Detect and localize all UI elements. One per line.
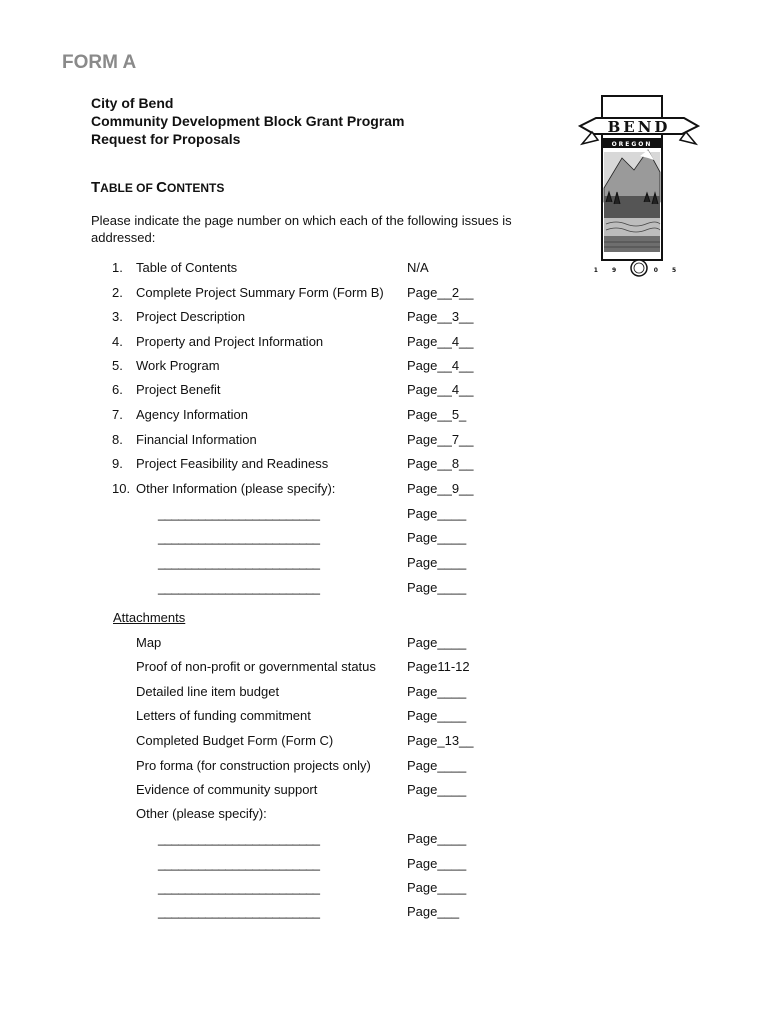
toc-item-label: Work Program <box>136 358 220 373</box>
header-program: Community Development Block Grant Program <box>91 113 405 129</box>
toc-instructions: Please indicate the page number on which each of the following issues is addressed: <box>91 213 512 245</box>
toc-item-number: 5. <box>112 358 123 373</box>
toc-item-page[interactable]: Page__7__ <box>407 432 474 447</box>
attachment-other-blank[interactable]: ________________________ <box>158 880 320 895</box>
toc-item-label: Property and Project Information <box>136 334 324 349</box>
logo-year-left: 1 9 <box>593 267 623 274</box>
toc-item-page[interactable]: Page__8__ <box>407 456 474 471</box>
other-info-page[interactable]: Page____ <box>407 555 467 570</box>
toc-title-c: C <box>156 179 168 196</box>
attachment-other-blank[interactable]: ________________________ <box>158 904 320 919</box>
attachment-label: Letters of funding commitment <box>136 708 311 723</box>
attachment-page[interactable]: Page____ <box>407 758 467 773</box>
attachment-page[interactable]: Page_13__ <box>407 733 474 748</box>
logo-year-right: 0 5 <box>653 267 683 274</box>
other-info-page[interactable]: Page____ <box>407 580 467 595</box>
toc-item-number: 1. <box>112 260 123 275</box>
toc-item-number: 8. <box>112 432 123 447</box>
other-info-page[interactable]: Page____ <box>407 530 467 545</box>
attachment-other-page[interactable]: Page____ <box>407 831 467 846</box>
toc-item-label: Financial Information <box>136 432 257 447</box>
toc-item-label: Project Benefit <box>136 382 221 397</box>
toc-item-page[interactable]: Page__4__ <box>407 358 474 373</box>
toc-item-number: 2. <box>112 285 123 300</box>
form-tag: FORM A <box>62 52 137 73</box>
attachment-other-label: Other (please specify): <box>136 806 267 821</box>
attachment-page[interactable]: Page____ <box>407 635 467 650</box>
toc-item-label: Agency Information <box>136 407 249 422</box>
toc-item-label: Other Information (please specify): <box>136 481 336 496</box>
toc-item-label: Project Feasibility and Readiness <box>136 456 329 471</box>
attachment-other-blank[interactable]: ________________________ <box>158 856 320 871</box>
attachment-label: Map <box>136 635 162 650</box>
toc-item-label: Complete Project Summary Form (Form B) <box>136 285 384 300</box>
toc-item-label: Table of Contents <box>136 260 238 275</box>
attachment-other-page[interactable]: Page____ <box>407 880 467 895</box>
logo-sub-text: OREGON <box>611 141 653 148</box>
logo-seal-icon <box>631 260 647 276</box>
other-info-blank[interactable]: ________________________ <box>158 555 320 570</box>
other-info-blank[interactable]: ________________________ <box>158 506 320 521</box>
header-rfp: Request for Proposals <box>91 131 241 147</box>
toc-item-page[interactable]: Page__4__ <box>407 382 474 397</box>
toc-title-rest1: ABLE OF <box>100 181 157 195</box>
attachment-label: Proof of non-profit or governmental status <box>136 659 376 674</box>
toc-item-number: 3. <box>112 309 123 324</box>
other-info-blank[interactable]: ________________________ <box>158 580 320 595</box>
toc-item-page[interactable]: Page__2__ <box>407 285 474 300</box>
toc-item-page[interactable]: Page__9__ <box>407 481 474 496</box>
document-header <box>91 94 405 148</box>
toc-item-number: 4. <box>112 334 123 349</box>
attachment-page[interactable]: Page____ <box>407 684 467 699</box>
toc-item-page[interactable]: Page__5_ <box>407 407 467 422</box>
attachment-page[interactable]: Page11-12 <box>407 659 470 674</box>
toc-title <box>91 179 224 196</box>
attachment-label: Pro forma (for construction projects only) <box>136 758 371 773</box>
attachment-label: Detailed line item budget <box>136 684 280 699</box>
toc-item-label: Project Description <box>136 309 246 324</box>
toc-item-number: 7. <box>112 407 123 422</box>
toc-item-number: 6. <box>112 382 123 397</box>
attachments-heading: Attachments <box>113 610 186 625</box>
toc-item-page[interactable]: Page__3__ <box>407 309 474 324</box>
toc-item-number: 9. <box>112 456 123 471</box>
toc-item-page[interactable]: N/A <box>407 260 429 275</box>
attachment-other-blank[interactable]: ________________________ <box>158 831 320 846</box>
attachment-other-page[interactable]: Page___ <box>407 904 460 919</box>
attachment-label: Evidence of community support <box>136 782 318 797</box>
attachment-page[interactable]: Page____ <box>407 708 467 723</box>
other-info-page[interactable]: Page____ <box>407 506 467 521</box>
other-info-blank[interactable]: ________________________ <box>158 530 320 545</box>
attachment-label: Completed Budget Form (Form C) <box>136 733 334 748</box>
attachment-other-page[interactable]: Page____ <box>407 856 467 871</box>
toc-item-number: 10. <box>112 481 131 496</box>
city-of-bend-logo <box>578 92 700 282</box>
toc-title-rest2: ONTENTS <box>167 181 225 195</box>
attachment-page[interactable]: Page____ <box>407 782 467 797</box>
logo-banner-text: BEND <box>607 118 671 136</box>
header-city: City of Bend <box>91 95 174 111</box>
toc-item-page[interactable]: Page__4__ <box>407 334 474 349</box>
toc-title-t: T <box>91 179 101 196</box>
